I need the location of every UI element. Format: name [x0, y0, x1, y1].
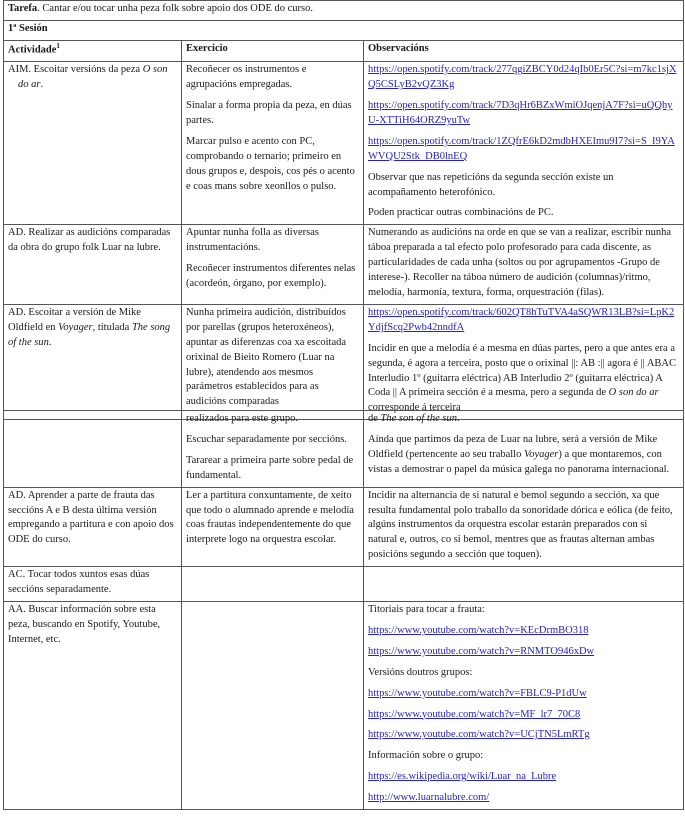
- task-cell: [4, 1, 684, 21]
- exercise-text: Escuchar separadamente por seccións.: [186, 433, 347, 445]
- header-row: [4, 40, 684, 61]
- resource-heading: Versións doutros grupos:: [368, 666, 473, 678]
- exercise-cell-aim: [182, 62, 364, 225]
- activity-cell-aim: [4, 62, 182, 225]
- footnote-marker: 1: [56, 41, 60, 50]
- activity-title-italic: The song of the sun: [8, 321, 171, 348]
- observation-italic: The son of the sun: [380, 413, 457, 424]
- observations-cell-ad1: Numerando as audicións na orde en que se van a realizar, escribir nunha táboa preparada a tal efecto polo profesorado para cada discente, as particularidades de cada unha (soltos ou por agrupamentos -Grupo de interese-). Recoller na táboa número de audición (columnas)/ritmo, melodía, harmonía, textura, forma, orquestración (filas).: [364, 225, 684, 305]
- table-row: [4, 225, 684, 305]
- exercise-cell-ad3: Ler a partitura conxuntamente, de xeito que todo o alumnado aprende e melodía coas frautas independentemente do que interprete logo na orquestra escolar.: [182, 487, 364, 567]
- exercise-cell-ac: [182, 567, 364, 602]
- exercise-text: Recoñecer os instrumentos e agrupacións empregadas.: [186, 64, 307, 91]
- exercise-text: Marcar pulso e acento con PC, comprobando o ternario; primeiro en dous grupos e, despois, cos pés o acento e coas mans sobre xeonllos o pulso.: [186, 135, 355, 192]
- session-cell: [4, 20, 684, 40]
- website-link[interactable]: http://www.luarnalubre.com/: [368, 792, 490, 804]
- youtube-link[interactable]: https://www.youtube.com/watch?v=MF_lr7_70C8: [368, 708, 581, 720]
- observation-italic: Voyager: [523, 448, 559, 460]
- spotify-link[interactable]: https://open.spotify.com/track/277qgiZBCY0d24qIb0Er5C?si=m7kc1sjXQ5CSLyB2vQZ3Kg: [368, 64, 677, 91]
- observation-text: Poden practicar outras combinacións de PC.: [368, 207, 554, 219]
- exercise-text: Sinalar a forma propia da peza, en dúas partes.: [186, 100, 352, 126]
- observation-text-part: Aínda que partimos da peza de Luar na lubre, será a versión de Mike Oldfield (pertencente ao seu traballo: [368, 433, 658, 460]
- exercise-cell-aa: [182, 601, 364, 809]
- observation-text: [368, 433, 679, 478]
- activity-cell-ad2: [4, 304, 182, 419]
- wikipedia-link[interactable]: https://es.wikipedia.org/wiki/Luar_na_Lubre: [368, 771, 557, 783]
- observations-cell-ac: [364, 567, 684, 602]
- resource-heading: Información sobre o grupo:: [368, 750, 484, 762]
- table-row: [4, 567, 684, 602]
- exercise-cell-cont: [182, 411, 364, 488]
- exercise-text: Tararear a primeira parte sobre pedal de fundamental.: [186, 454, 354, 481]
- spotify-link[interactable]: https://open.spotify.com/track/7D3qHr6BZxWmiOJqenjA7F?si=uQQhyU-XTTiH64ORZ9yuTw: [368, 100, 673, 126]
- activity-text: .: [40, 79, 44, 91]
- observation-text: [368, 342, 679, 417]
- activity-text: , titulada: [92, 321, 132, 333]
- header-activity: [4, 40, 182, 61]
- activity-title-italic: do ar: [18, 79, 41, 91]
- header-exercise: Exercicio: [182, 40, 364, 61]
- spotify-link[interactable]: https://open.spotify.com/track/1ZQfrE6kD2mdbHXEImu9I7?si=S_I9YAWVQU2Stk_DB0lnEQ: [368, 135, 675, 162]
- table-row: [4, 411, 684, 488]
- activity-cell-ad3: AD. Aprender a parte de frauta das seccións A e B desta última versión empregando a partitura e con apoio dos ODE do curso.: [4, 487, 182, 567]
- observation-text-part: de: [368, 413, 381, 424]
- task-label: Tarefa: [8, 3, 38, 14]
- observations-cell-ad3: Incidir na alternancia de si natural e bemol segundo a sección, xa que resulta fundamental polo traballo da sonoridade dórica e eólica (de feito, algúns instrumentos da orquestra escolar estarán preparados con si natural e, outros, co si bemol, mentres que as frautas alternan ambas posicións segundo a sección que toquen).: [364, 487, 684, 567]
- activity-text: .: [48, 336, 52, 348]
- observation-text-part: ) a que montaremos, con vistas a demostrar o papel da música galega no panorama internacional.: [368, 448, 670, 475]
- exercise-text: Apuntar nunha folla as diversas instrumentacións.: [186, 227, 319, 254]
- activity-cell-ac: AC. Tocar todos xuntos esas dúas seccións separadamente.: [4, 567, 182, 602]
- session-row: [4, 20, 684, 40]
- youtube-link[interactable]: https://www.youtube.com/watch?v=RNMTO946xDw: [368, 645, 595, 657]
- activity-title-italic: O son: [142, 64, 168, 76]
- observation-text-part: corresponde á terceira: [368, 402, 461, 414]
- observation-text: [368, 412, 679, 427]
- session-title: 1ª Sesión: [8, 22, 48, 34]
- header-observations: Observacións: [364, 40, 684, 61]
- observation-text: Observar que nas repeticións da segunda sección existe un acompañamento heterofónico.: [368, 171, 614, 198]
- resource-heading: Titoriais para tocar a frauta:: [368, 603, 485, 615]
- activity-text: AIM. Escoitar versións da peza: [8, 64, 143, 76]
- activity-table-part-2: [3, 410, 684, 810]
- activity-cell-aa: AA. Buscar información sobre esta peza, buscando en Spotify, Youtube, Internet, etc.: [4, 601, 182, 809]
- observation-text-part: Incidir en que a melodía é a mesma en dúas partes, pero a que antes era a segunda, é agora a terceira, posto que o orixinal ||: AB :|| agora é || ABAC Interludio 1º (guitarra eléctrica) AB Interludio 2º (guitarra eléctrica) A Coda || A primeira sección é a mesma, pero a segunda de: [368, 342, 676, 399]
- observations-cell-ad2: [364, 304, 684, 419]
- observation-text-part: .: [456, 413, 460, 424]
- exercise-cell-ad2: Nunha primeira audición, distribuídos por parellas (grupos heteroxéneos), apuntar as diferenzas coa xa escoitada orixinal de Bieito Romero (Luar na lubre), atendendo aos mesmos parámetros establecidos para as audicións comparadas: [182, 304, 364, 419]
- activity-table-part-1: [3, 0, 684, 420]
- table-row: [4, 62, 684, 225]
- observations-cell-cont: [364, 411, 684, 488]
- observations-cell-aim: [364, 62, 684, 225]
- activity-text: AD. Escoitar a versión de Mike Oldfield en: [8, 306, 141, 333]
- header-activity-label: Actividade: [8, 44, 57, 56]
- observation-italic: O son do ar: [608, 387, 659, 399]
- table-row: [4, 601, 684, 809]
- activity-cell-cont: [4, 411, 182, 488]
- table-row: [4, 304, 684, 419]
- observations-cell-aa: [364, 601, 684, 809]
- activity-title-italic: Voyager: [58, 321, 93, 333]
- youtube-link[interactable]: https://www.youtube.com/watch?v=FBLC9-P1dUw: [368, 687, 587, 699]
- exercise-cell-ad1: [182, 225, 364, 305]
- task-text: . Cantar e/ou tocar unha peza folk sobre apoio dos ODE do curso.: [37, 3, 314, 14]
- spotify-link[interactable]: https://open.spotify.com/track/602QT8hTuTVA4aSQWR13LB?si=LpK2YdjfScq2Pwb42nndfA: [368, 306, 675, 333]
- youtube-link[interactable]: https://www.youtube.com/watch?v=UCjTN5LmRTg: [368, 729, 590, 741]
- table-row: [4, 487, 684, 567]
- exercise-text: Recoñecer instrumentos diferentes nelas (acordeón, órgano, por exemplo).: [186, 263, 356, 290]
- activity-cell-ad1: AD. Realizar as audicións comparadas da obra do grupo folk Luar na lubre.: [4, 225, 182, 305]
- exercise-text: realizados para este grupo.: [186, 413, 298, 424]
- youtube-link[interactable]: https://www.youtube.com/watch?v=KEcDrmBO318: [368, 624, 589, 636]
- task-row: [4, 1, 684, 21]
